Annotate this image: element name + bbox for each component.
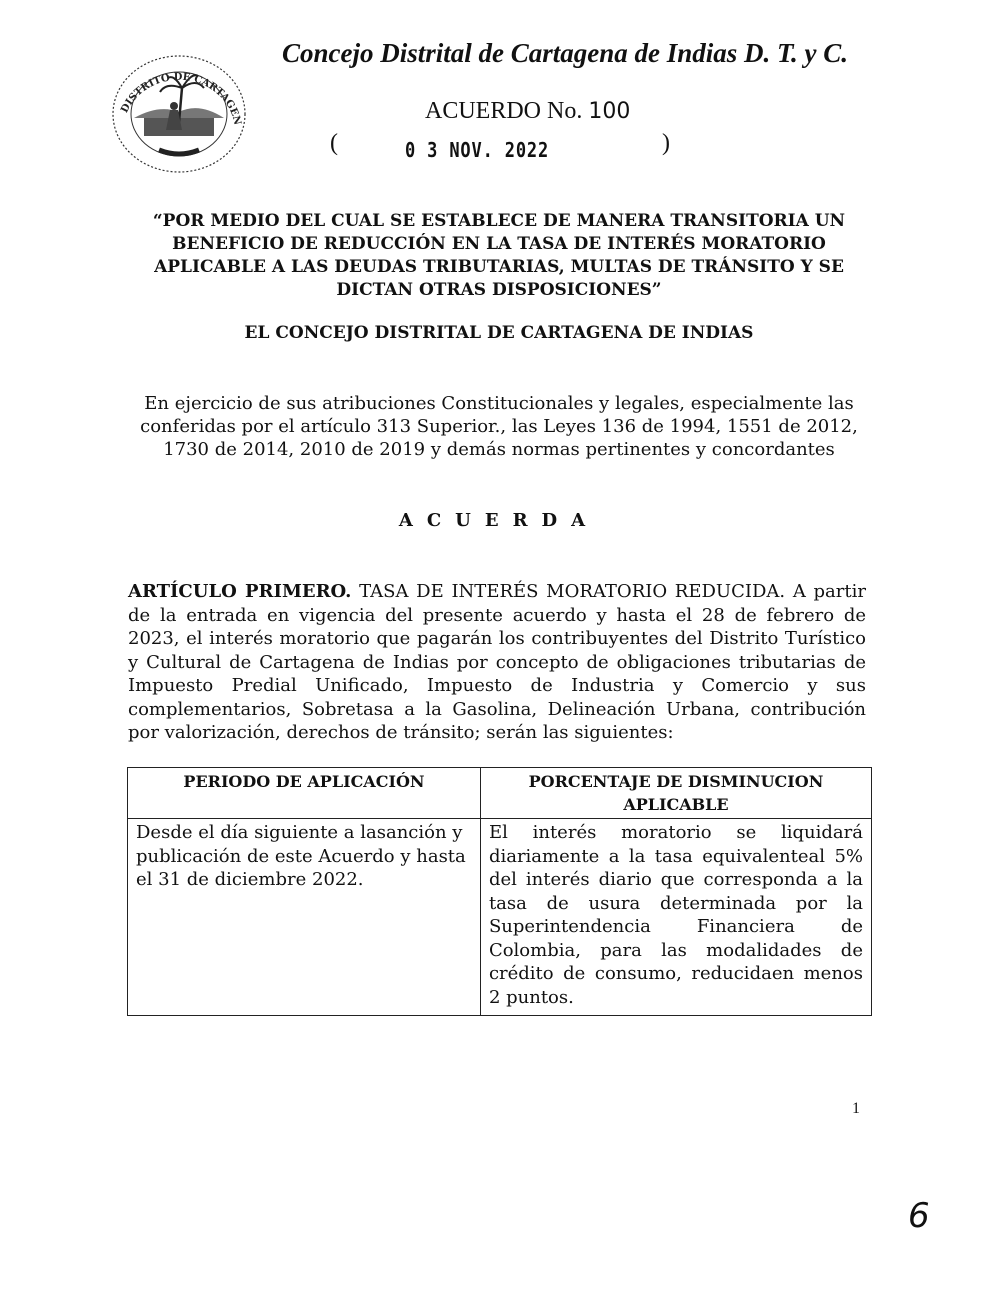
article-text: TASA DE INTERÉS MORATORIO REDUCIDA. A partir de la entrada en vigencia del presente acuerdo y hasta el 28 de febrero de 2023, el interés moratorio que pagarán los contribuyentes del Distrito Turístico y Cultural de Cartagena de Indias por concepto de obligaciones tributarias de Impuesto Predial Unificado, Impuesto de Industria y Comercio y sus complementarios, Sobretasa a la Gasolina, Delineación Urbana, contribución por valorización, derechos de tránsito; serán las siguientes: — [128, 581, 866, 743]
table-header-row — [128, 768, 872, 819]
date-stamp: 0 3 NOV. 2022 — [405, 138, 550, 162]
council-header-title: Concejo Distrital de Cartagena de Indias D. T. y C. — [282, 38, 849, 68]
preamble-paragraph: En ejercicio de sus atribuciones Constitucionales y legales, especialmente las conferidas por el artículo 313 Superior., las Leyes 136 de 1994, 1551 de 2012, 1730 de 2014, 2010 de 2019 y demás normas pertinentes y concordantes — [140, 393, 858, 460]
table-header-percentage: PORCENTAJE DE DISMINUCION APLICABLE — [480, 768, 871, 819]
city-seal-icon — [104, 44, 254, 174]
table-cell-percentage: El interés moratorio se liquidará diariamente a la tasa equivalenteal 5% del interés diario que corresponda a la tasa de usura determinada por la Superintendencia Financiera de Colombia, para las modalidades de crédito de consumo, reducidaen menos 2 puntos. — [480, 819, 871, 1016]
page-number: 1 — [852, 1100, 860, 1117]
acuerda-heading: ACUERDA — [398, 510, 600, 531]
city-seal — [104, 44, 254, 174]
acuerdo-number-line — [425, 98, 630, 125]
council-heading: EL CONCEJO DISTRITAL DE CARTAGENA DE INDIAS — [244, 323, 754, 343]
date-paren-open: ( — [330, 130, 338, 156]
date-paren-close: ) — [662, 130, 670, 156]
table-header-period: PERIODO DE APLICACIÓN — [128, 768, 481, 819]
acuerdo-number: 100 — [588, 99, 631, 124]
document-title: “POR MEDIO DEL CUAL SE ESTABLECE DE MANERA TRANSITORIA UN BENEFICIO DE REDUCCIÓN EN LA TASA DE INTERÉS MORATORIO APLICABLE A LAS DEUDAS TRIBUTARIAS, MULTAS DE TRÁNSITO Y SE DICTAN OTRAS DISPOSICIONES” — [152, 211, 846, 300]
article-lead: ARTÍCULO PRIMERO. — [128, 581, 352, 602]
table-cell-period: Desde el día siguiente a lasanción y publicación de este Acuerdo y hasta el 31 de diciembre 2022. — [128, 819, 481, 1016]
table-row — [128, 819, 872, 1016]
handwritten-folio-number: 6 — [908, 1196, 930, 1236]
acuerdo-label: ACUERDO No. — [425, 98, 583, 124]
article-first — [128, 580, 866, 745]
interest-rate-table — [127, 767, 872, 1016]
seal-ring-text: DISTRITO DE CARTAGEN — [119, 71, 243, 127]
